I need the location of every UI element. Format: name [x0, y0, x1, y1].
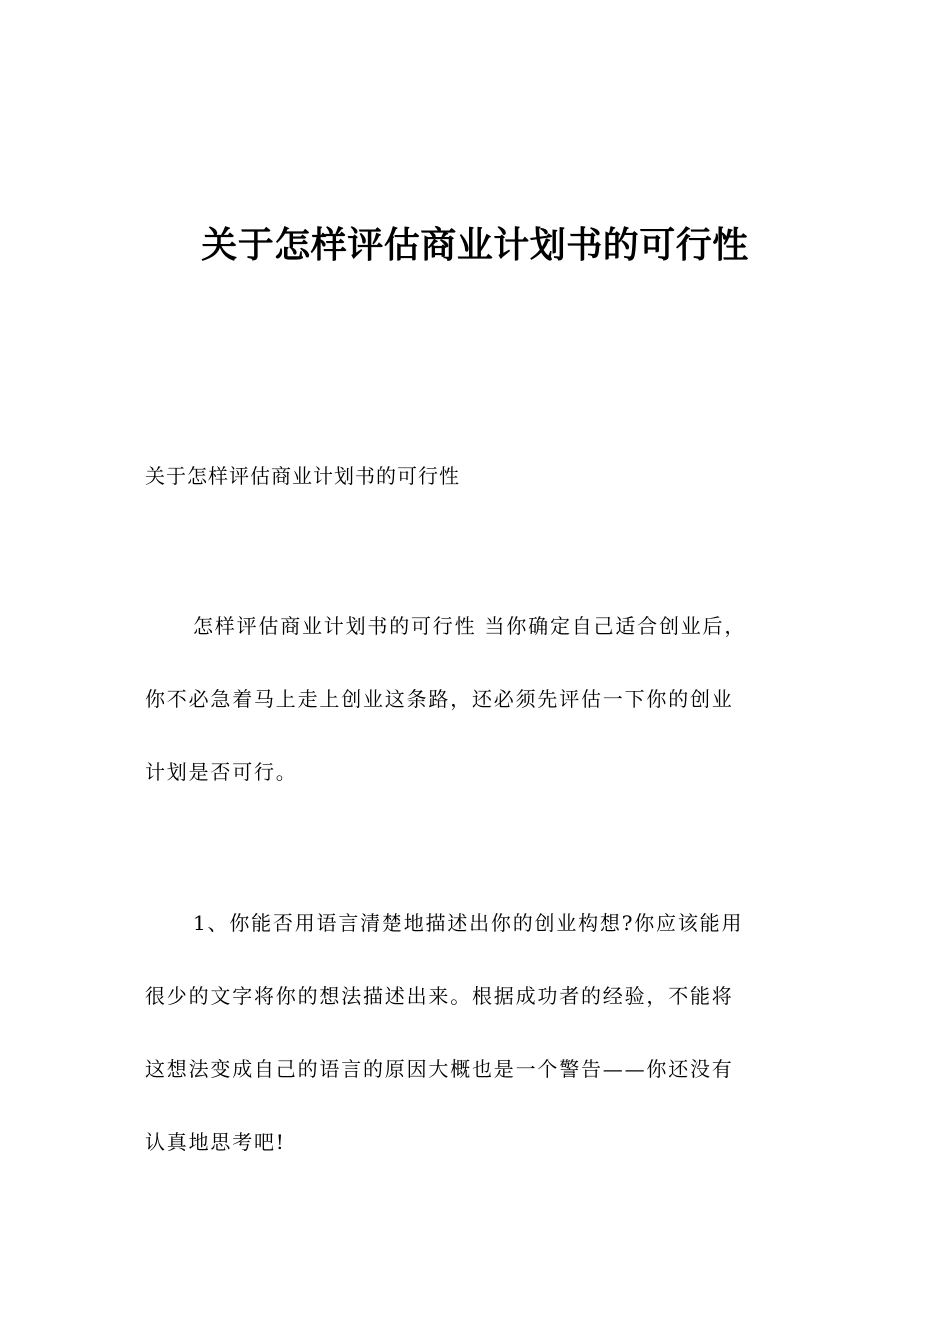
document-subtitle: 关于怎样评估商业计划书的可行性 — [145, 464, 460, 488]
paragraph-line: 1、你能否用语言清楚地描述出你的创业构想?你应该能用 — [193, 911, 744, 935]
paragraph-line: 计划是否可行。 — [145, 760, 298, 784]
paragraph-point-1 — [145, 887, 805, 1179]
paragraph-line: 怎样评估商业计划书的可行性 当你确定自己适合创业后， — [193, 614, 747, 638]
paragraph-line: 你不必急着马上走上创业这条路，还必须先评估一下你的创业 — [145, 687, 734, 711]
page-title: 关于怎样评估商业计划书的可行性 — [201, 225, 749, 266]
paragraph-line: 很少的文字将你的想法描述出来。根据成功者的经验，不能将 — [145, 984, 734, 1008]
paragraph-line: 认真地思考吧! — [145, 1130, 286, 1154]
paragraph-line: 这想法变成自己的语言的原因大概也是一个警告——你还没有 — [145, 1057, 734, 1081]
paragraph-intro — [145, 590, 805, 809]
